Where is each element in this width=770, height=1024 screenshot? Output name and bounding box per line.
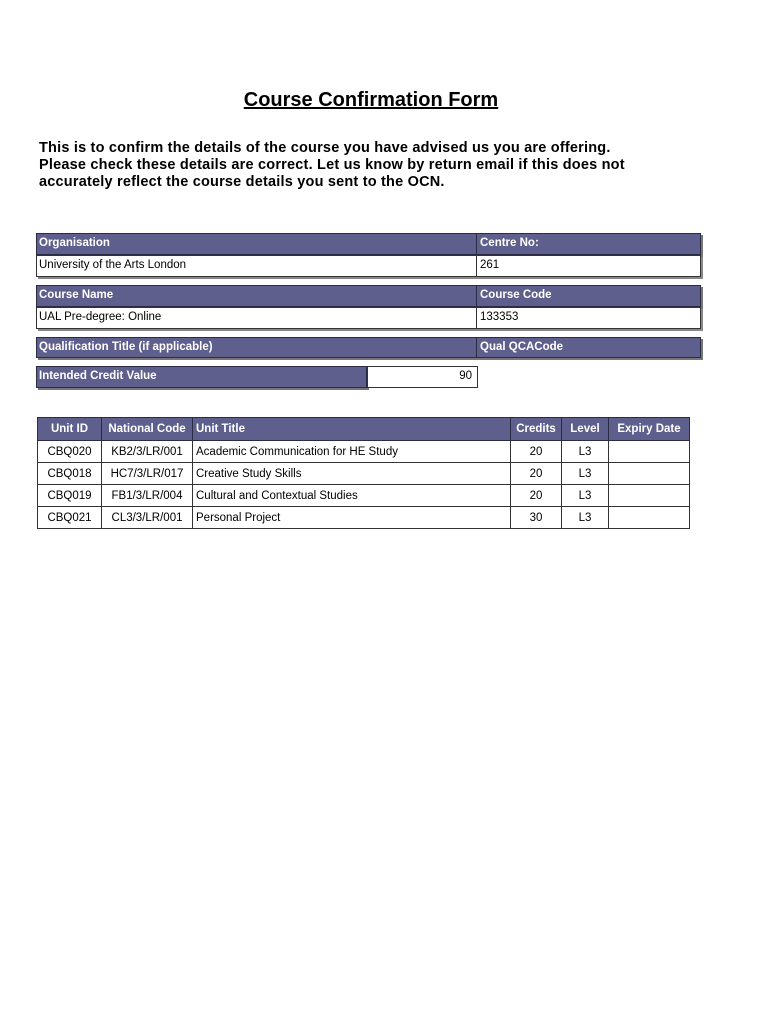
organisation-value: University of the Arts London — [39, 259, 187, 271]
units-table — [37, 417, 690, 529]
unit-id: CBQ021 — [38, 507, 102, 529]
unit-title: Academic Communication for HE Study — [193, 441, 511, 463]
organisation-header — [36, 233, 701, 255]
level: L3 — [562, 485, 609, 507]
credit-label: Intended Credit Value — [39, 370, 157, 382]
table-row — [38, 485, 690, 507]
unit-title: Personal Project — [193, 507, 511, 529]
col-credits: Credits — [511, 418, 562, 441]
course-code-value: 133353 — [480, 311, 519, 323]
expiry-date — [609, 441, 690, 463]
level: L3 — [562, 507, 609, 529]
intro-line: This is to confirm the details of the course you have advised us you are offering. — [39, 140, 611, 156]
course-row — [36, 307, 701, 329]
national-code: HC7/3/LR/017 — [102, 463, 193, 485]
credits: 20 — [511, 485, 562, 507]
credits: 20 — [511, 441, 562, 463]
page-title: Course Confirmation Form — [243, 89, 499, 111]
expiry-date — [609, 507, 690, 529]
credit-value: 90 — [367, 366, 478, 388]
national-code: CL3/3/LR/001 — [102, 507, 193, 529]
level: L3 — [562, 441, 609, 463]
course-code-label: Course Code — [480, 289, 552, 301]
course-name-value: UAL Pre-degree: Online — [39, 311, 162, 323]
credit-header — [36, 366, 367, 388]
national-code: KB2/3/LR/001 — [102, 441, 193, 463]
course-name-label: Course Name — [39, 289, 114, 301]
table-row — [38, 507, 690, 529]
unit-title: Creative Study Skills — [193, 463, 511, 485]
centre-no-value: 261 — [480, 259, 500, 271]
expiry-date — [609, 485, 690, 507]
col-level: Level — [562, 418, 609, 441]
unit-id: CBQ020 — [38, 441, 102, 463]
qualification-title-label: Qualification Title (if applicable) — [39, 341, 213, 353]
expiry-date — [609, 463, 690, 485]
course-header — [36, 285, 701, 307]
unit-id: CBQ018 — [38, 463, 102, 485]
table-row — [38, 441, 690, 463]
credits: 30 — [511, 507, 562, 529]
col-expiry-date: Expiry Date — [609, 418, 690, 441]
centre-no-label: Centre No: — [480, 237, 539, 249]
intro-paragraph — [39, 140, 729, 191]
col-national-code: National Code — [102, 418, 193, 441]
units-header-row — [38, 418, 690, 441]
level: L3 — [562, 463, 609, 485]
qualification-header — [36, 337, 701, 358]
unit-id: CBQ019 — [38, 485, 102, 507]
credits: 20 — [511, 463, 562, 485]
col-unit-id: Unit ID — [38, 418, 102, 441]
table-row — [38, 463, 690, 485]
unit-title: Cultural and Contextual Studies — [193, 485, 511, 507]
qual-qca-code-label: Qual QCACode — [480, 341, 564, 353]
organisation-row — [36, 255, 701, 277]
intro-line: accurately reflect the course details you sent to the OCN. — [39, 174, 445, 190]
col-unit-title: Unit Title — [193, 418, 511, 441]
national-code: FB1/3/LR/004 — [102, 485, 193, 507]
intro-line: Please check these details are correct. Let us know by return email if this does not — [39, 157, 625, 173]
organisation-label: Organisation — [39, 237, 110, 249]
